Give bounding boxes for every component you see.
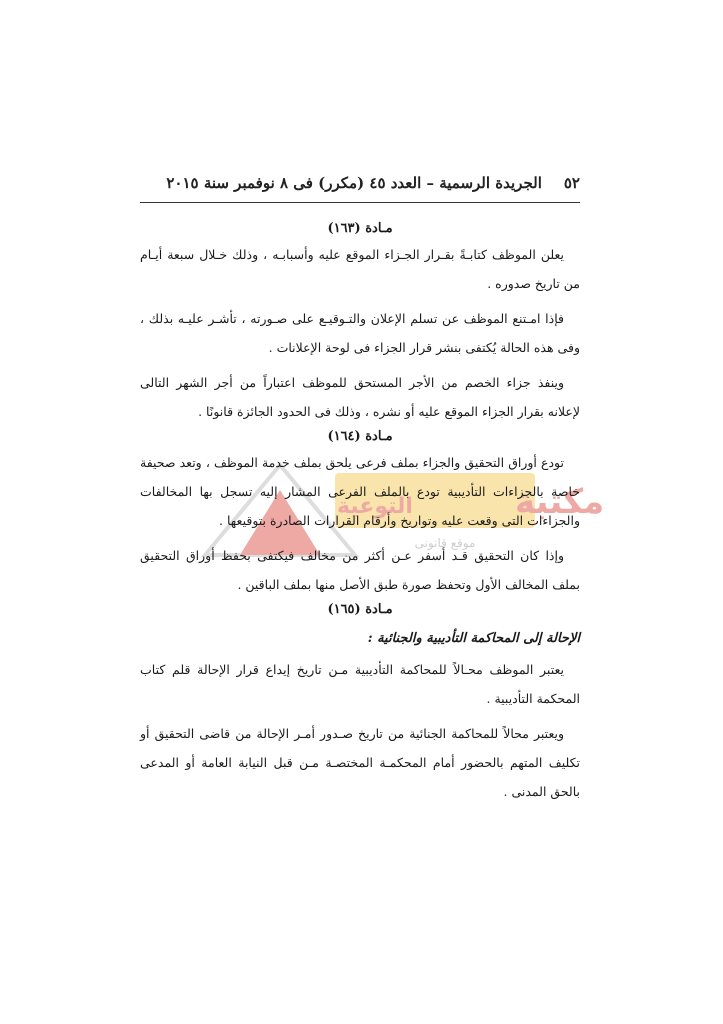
article-title: مـادة (١٦٤) xyxy=(327,429,393,444)
article-paragraph: يعلن الموظف كتابـةً بقـرار الجـزاء الموقع عليه وأسبابـه ، وذلك خـلال سبعة أيـام من تاريخ صدوره . xyxy=(140,247,580,291)
article-title: مـادة (١٦٥) xyxy=(327,602,393,617)
article-164 xyxy=(140,426,580,599)
article-paragraph: تودع أوراق التحقيق والجزاء بملف فرعى يلحق بملف خدمة الموظف ، وتعد صحيفة خاصة بالجزاءات التأديبية تودع بالملف الفرعى المشار إليه تسجل بها المخالفات والجزاءات التى وقعت عليه وتواريخ وأرقام القرارات الصادرة بتوقيعها . xyxy=(140,455,580,528)
article-paragraph: يعتبر الموظف محـالاً للمحاكمة التأديبية مـن تاريخ إيداع قرار الإحالة قلم كتاب المحكمة التأديبية . xyxy=(140,662,580,706)
article-paragraph: وينفذ جزاء الخصم من الأجر المستحق للموظف اعتباراً من أجر الشهر التالى لإعلانه بقرار الجزاء الموقع عليه أو نشره ، وذلك فى الحدود الجائزة قانونًا . xyxy=(140,375,580,419)
gazette-title: الجريدة الرسمية – العدد ٤٥ (مكرر) فى ٨ نوفمبر سنة ٢٠١٥ xyxy=(166,174,542,192)
document-body xyxy=(140,218,580,806)
header-divider xyxy=(140,202,580,203)
article-165 xyxy=(140,599,580,806)
article-163 xyxy=(140,218,580,426)
article-title: مـادة (١٦٣) xyxy=(327,221,393,236)
watermark-sub-text: التوعية xyxy=(337,494,413,519)
page-number: ٥٢ xyxy=(563,174,580,192)
article-paragraph: فإذا امـتنع الموظف عن تسلم الإعلان والتـوقيـع على صـورته ، تأشـر عليـه بذلك ، وفى هذه الحالة يُكتفى بنشر قرار الجزاء فى لوحة الإعلانات . xyxy=(140,311,580,355)
article-paragraph: ويعتبر محالاً للمحاكمة الجنائية من تاريخ صـدور أمـر الإحالة من قاضى التحقيق أو تكليف المتهم بالحضور أمام المحكمـة المختصـة مـن قبل النيابة العامة أو المدعى بالحق المدنى . xyxy=(140,726,580,799)
page-header xyxy=(140,170,580,196)
section-heading: الإحالة إلى المحاكمة التأديبية والجنائية : xyxy=(367,631,580,646)
watermark-main-text: مكتبة xyxy=(515,482,605,522)
article-paragraph: وإذا كان التحقيق قـد أسفر عـن أكثر من مخالف فيكتفى بحفظ أوراق التحقيق بملف المخالف الأول وتحفظ صورة طبق الأصل منها بملف الباقين . xyxy=(140,548,580,592)
watermark-tagline: موقع قانونى xyxy=(414,536,476,550)
